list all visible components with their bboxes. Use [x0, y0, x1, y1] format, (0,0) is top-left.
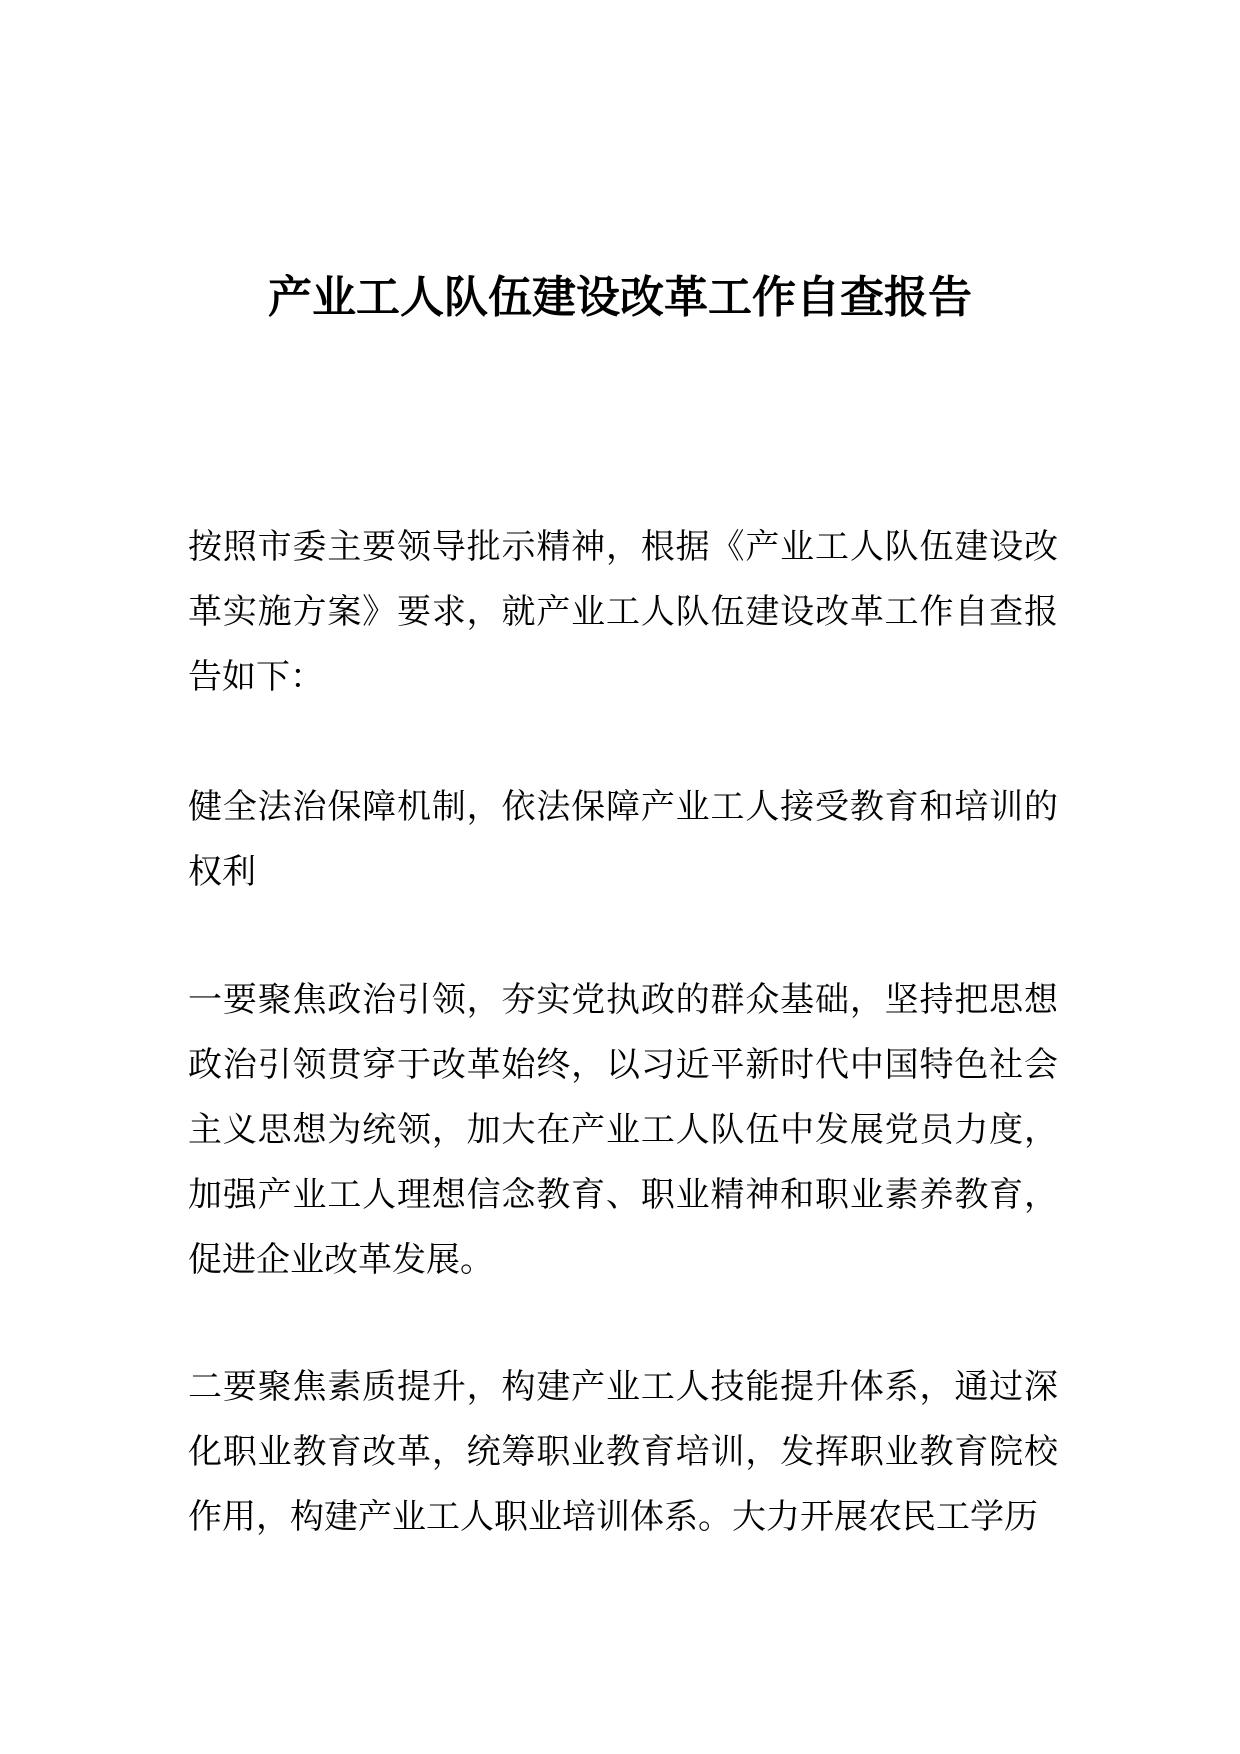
paragraph-quality-improvement: 二要聚焦素质提升，构建产业工人技能提升体系，通过深化职业教育改革，统筹职业教育培训，发挥职业教育院校作用，构建产业工人职业培训体系。大力开展农民工学历	[188, 1367, 1058, 1537]
paragraph-intro: 按照市委主要领导批示精神，根据《产业工人队伍建设改革实施方案》要求，就产业工人队伍建设改革工作自查报告如下：	[188, 527, 1058, 697]
paragraph-heading-legal-guarantee: 健全法治保障机制，依法保障产业工人接受教育和培训的权利	[188, 787, 1058, 892]
paragraph-political-guidance: 一要聚焦政治引领，夯实党执政的群众基础，坚持把思想政治引领贯穿于改革始终，以习近平新时代中国特色社会主义思想为统领，加大在产业工人队伍中发展党员力度，加强产业工人理想信念教育、职业精神和职业素养教育，促进企业改革发展。	[188, 980, 1058, 1280]
document-title: 产业工人队伍建设改革工作自查报告	[268, 272, 972, 323]
